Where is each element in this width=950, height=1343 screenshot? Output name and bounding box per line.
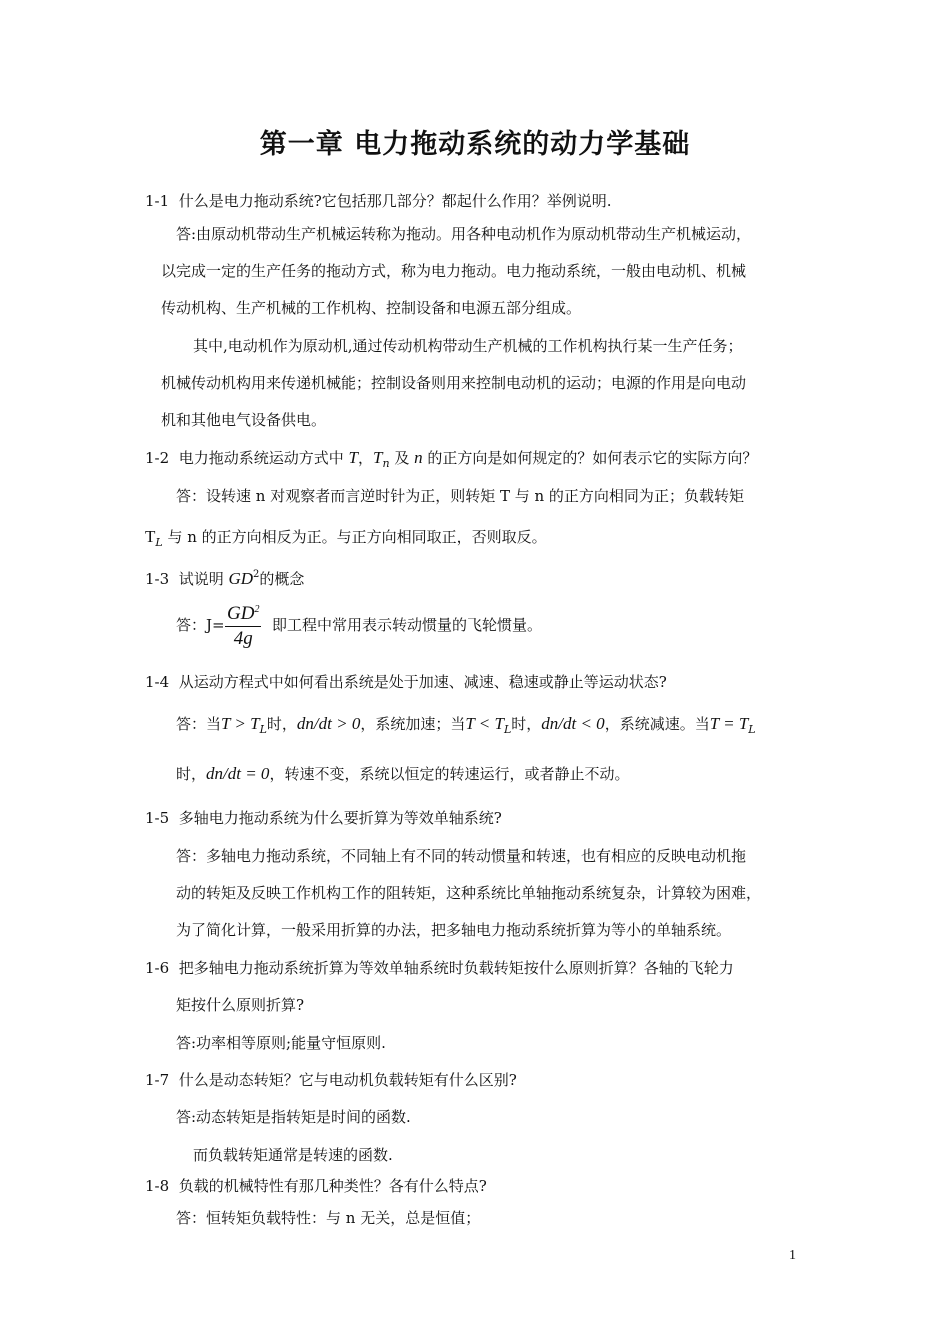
symbol-subscript: L xyxy=(259,723,267,736)
question-1-7 xyxy=(145,1070,517,1090)
symbol-T: T xyxy=(348,448,358,467)
symbol-T: T xyxy=(145,527,156,546)
answer-text: 时， xyxy=(511,715,542,733)
question-number: 1-1 xyxy=(145,192,170,210)
symbol-subscript: L xyxy=(155,536,163,549)
question-text: 的概念 xyxy=(259,570,305,588)
page-number: 1 xyxy=(789,1248,796,1263)
punctuation: ， xyxy=(357,449,373,467)
formula-inline: T = T xyxy=(709,714,749,733)
question-number: 1-2 xyxy=(145,449,170,467)
answer-line: 传动机构、生产机械的工作机构、控制设备和电源五部分组成。 xyxy=(161,299,582,317)
formula-inline: dn/dt > 0 xyxy=(296,714,361,733)
question-number: 1-8 xyxy=(145,1177,170,1195)
answer-line xyxy=(145,527,547,553)
formula-inline: dn/dt < 0 xyxy=(541,714,605,733)
formula-inline: T < T xyxy=(465,714,504,733)
question-1-2 xyxy=(145,448,757,474)
question-number: 1-3 xyxy=(145,570,170,588)
answer-text: 时， xyxy=(176,765,207,783)
question-number: 1-6 xyxy=(145,959,170,977)
question-number: 1-5 xyxy=(145,809,170,827)
symbol-subscript: L xyxy=(748,723,756,736)
question-text: 把多轴电力拖动系统折算为等效单轴系统时负载转矩按什么原则折算？各轴的飞轮力 xyxy=(178,959,734,977)
answer-line: 而负载转矩通常是转速的函数. xyxy=(193,1146,393,1164)
answer-line: 其中,电动机作为原动机,通过传动机构带动生产机械的工作机构执行某一生产任务； xyxy=(193,337,743,355)
answer-line: 以完成一定的生产任务的拖动方式，称为电力拖动。电力拖动系统，一般由电动机、机械 xyxy=(161,262,747,280)
answer-line: 答:由原动机带动生产机械运转称为拖动。用各种电动机作为原动机带动生产机械运动， xyxy=(176,225,752,243)
question-text: 及 xyxy=(389,449,415,467)
fraction-numerator-text: GD xyxy=(227,603,255,624)
answer-line xyxy=(176,764,629,784)
question-text: 从运动方程式中如何看出系统是处于加速、减速、稳速或静止等运动状态? xyxy=(178,673,667,691)
question-number: 1-4 xyxy=(145,673,170,691)
question-text: 试说明 xyxy=(178,570,229,588)
answer-text: 时， xyxy=(266,715,297,733)
answer-line: 答：设转速 n 对观察者而言逆时针为正，则转矩 T 与 n 的正方向相同为正；负载转矩 xyxy=(176,487,744,505)
answer-line: 答：多轴电力拖动系统，不同轴上有不同的转动惯量和转速，也有相应的反映电动机拖 xyxy=(176,847,747,865)
answer-text: 即工程中常用表示转动惯量的飞轮惯量。 xyxy=(272,616,543,634)
formula-fraction xyxy=(225,599,261,651)
answer-line xyxy=(176,714,756,740)
chapter-title: 第一章 电力拖动系统的动力学基础 xyxy=(259,129,691,160)
question-1-8 xyxy=(145,1176,487,1196)
answer-text: ，系统加速；当 xyxy=(360,715,466,733)
question-1-3 xyxy=(145,565,304,589)
question-number: 1-7 xyxy=(145,1071,170,1089)
fraction-denominator: 4g xyxy=(233,628,253,649)
question-text: 什么是电力拖动系统?它包括那几部分？都起什么作用？举例说明. xyxy=(178,192,612,210)
question-1-6 xyxy=(145,958,734,978)
answer-prefix: 答：J= xyxy=(176,616,225,634)
fraction-numerator xyxy=(225,599,261,627)
answer-text: 与 n 的正方向相反为正。与正方向相同取正，否则取反。 xyxy=(162,528,547,546)
answer-line: 为了简化计算，一般采用折算的办法，把多轴电力拖动系统折算为等小的单轴系统。 xyxy=(176,921,732,939)
symbol-Tn: T xyxy=(372,448,383,467)
question-text: 多轴电力拖动系统为什么要折算为等效单轴系统? xyxy=(178,809,502,827)
answer-text: 答：当 xyxy=(176,715,222,733)
answer-line: 机械传动机构用来传递机械能；控制设备则用来控制电动机的运动；电源的作用是向电动 xyxy=(161,374,747,392)
question-text: 什么是动态转矩？它与电动机负载转矩有什么区别? xyxy=(178,1071,517,1089)
symbol-subscript: n xyxy=(382,457,390,470)
fraction-numerator-sup: 2 xyxy=(254,604,260,615)
question-1-5 xyxy=(145,808,502,828)
answer-line: 答:功率相等原则;能量守恒原则. xyxy=(176,1034,386,1052)
formula-inline: T > T xyxy=(221,714,260,733)
answer-text: ，系统减速。当 xyxy=(604,715,710,733)
question-1-1 xyxy=(145,191,612,211)
question-text: 电力拖动系统运动方式中 xyxy=(178,449,344,467)
symbol-GD: GD xyxy=(228,569,254,588)
symbol-n: n xyxy=(414,448,423,467)
answer-text: ，转速不变，系统以恒定的转速运行，或者静止不动。 xyxy=(269,765,630,783)
question-text: 负载的机械特性有那几种类性？各有什么特点? xyxy=(178,1177,487,1195)
symbol-superscript: 2 xyxy=(253,569,260,580)
answer-line: 动的转矩及反映工作机构工作的阻转矩，这种系统比单轴拖动系统复杂，计算较为困难， xyxy=(176,884,762,902)
question-1-4 xyxy=(145,672,667,692)
answer-line: 答:动态转矩是指转矩是时间的函数. xyxy=(176,1108,411,1126)
formula-inline: dn/dt = 0 xyxy=(206,764,270,783)
question-text: 的正方向是如何规定的？如何表示它的实际方向？ xyxy=(422,449,758,467)
answer-line: 机和其他电气设备供电。 xyxy=(161,411,327,429)
question-text-continued: 矩按什么原则折算? xyxy=(176,996,305,1014)
symbol-subscript: L xyxy=(503,723,512,736)
answer-line: 答：恒转矩负载特性：与 n 无关，总是恒值； xyxy=(176,1209,481,1227)
